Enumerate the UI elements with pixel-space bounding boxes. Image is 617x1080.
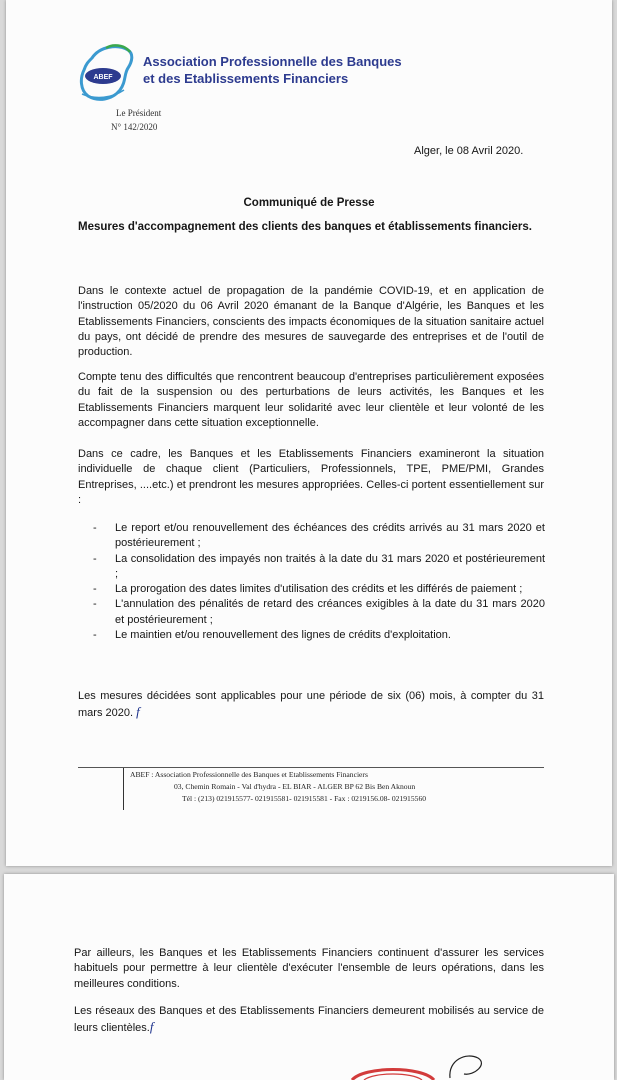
measure-text: La prorogation des dates limites d'utilisation des crédits et les différés de paiement ; — [115, 583, 523, 596]
document-subject: Mesures d'accompagnement des clients des banques et établissements financiers. — [78, 221, 532, 233]
page-2 — [4, 874, 614, 1080]
footer-line1: ABEF : Association Professionnelle des Banques et Etablissements Financiers — [130, 770, 368, 779]
page-1 — [6, 0, 612, 866]
measure-text: Le report et/ou renouvellement des échéances des crédits arrivés au 31 mars 2020 et postérieurement ; — [115, 522, 545, 550]
networks-text: Les réseaux des Banques et des Etablissements Financiers demeurent mobilisés au service de leurs clientèles. — [74, 1005, 544, 1035]
measure-item — [89, 628, 545, 643]
measure-text: Le maintien et/ou renouvellement des lignes de crédits d'exploitation. — [115, 629, 451, 642]
document-title: Communiqué de Presse — [243, 197, 375, 209]
measure-item — [89, 597, 545, 628]
footer-vertical-rule — [123, 768, 124, 810]
bullet-dash: - — [93, 552, 97, 565]
paragraph-context: Dans le contexte actuel de propagation de la pandémie COVID-19, et en application de l'instruction 05/2020 du 06 Avril 2020 émanant de la Banque d'Algérie, les Banques et les Etablissements Financiers, conscients des impacts économiques de la situation sanitaire actuel du pays, ont décidé de prendre des mesures de sauvegarde des entreprises et de l'outil de production. — [78, 285, 544, 359]
official-stamp — [348, 1064, 438, 1080]
org-name — [143, 53, 402, 87]
handwritten-initial: f — [136, 704, 140, 720]
measure-text: La consolidation des impayés non traités à la date du 31 mars 2020 et postérieurement ; — [115, 552, 545, 580]
paragraph-solidarity: Compte tenu des difficultés que rencontrent beaucoup d'entreprises particulièrement exposées du fait de la suspension ou des perturbations de leurs activités, les Banques et les Etablissements Financiers marquent leur solidarité avec leur clientèle et leur volonté de les accompagner dans cette situation exceptionnelle. — [78, 371, 544, 429]
paragraph-services: Par ailleurs, les Banques et les Etablissements Financiers continuent d'assurer les services habituels pour permettre à leur clientèle d'exécuter l'ensemble de leurs opérations, dans les meilleures conditions. — [74, 947, 544, 990]
measures-list — [89, 521, 545, 643]
measure-item — [89, 582, 545, 597]
abef-logo — [72, 40, 148, 112]
org-name-line1: Association Professionnelle des Banques — [143, 54, 402, 69]
org-name-line2: et des Etablissements Financiers — [143, 71, 349, 86]
measure-item — [89, 552, 545, 583]
measure-text: L'annulation des pénalités de retard des créances exigibles à la date du 31 mars 2020 et postérieurement ; — [115, 598, 545, 626]
reference-number: N° 142/2020 — [111, 122, 158, 132]
president-label: Le Président — [116, 108, 162, 118]
measure-item — [89, 521, 545, 552]
bullet-dash: - — [93, 583, 97, 596]
footer-phone: Tél : (213) 021915577- 021915581- 021915581 - Fax : 0219156.08- 021915560 — [182, 794, 427, 803]
signature — [444, 1050, 524, 1080]
bullet-dash: - — [93, 598, 97, 611]
bullet-dash: - — [93, 629, 97, 642]
date-line: Alger, le 08 Avril 2020. — [414, 145, 524, 157]
bullet-dash: - — [93, 522, 97, 534]
handwritten-initial: f — [149, 1019, 154, 1035]
logo-text: ABEF — [93, 74, 113, 81]
footer-divider — [78, 767, 544, 768]
closing-text: Les mesures décidées sont applicables pour une période de six (06) mois, à compter du 31 mars 2020. — [78, 690, 544, 720]
paragraph-networks — [74, 1004, 544, 1037]
footer-address: 03, Chemin Romain - Val d'hydra - EL BIAR - ALGER BP 62 Bis Ben Aknoun — [174, 782, 416, 791]
paragraph-measures-intro: Dans ce cadre, les Banques et les Etablissements Financiers examineront la situation individuelle de chaque client (Particuliers, Professionnels, TPE, PME/PMI, Grandes Entreprises, ....etc.) et prendront les mesures appropriées. Celles-ci portent essentiellement sur : — [78, 448, 544, 506]
paragraph-closing — [78, 689, 544, 722]
